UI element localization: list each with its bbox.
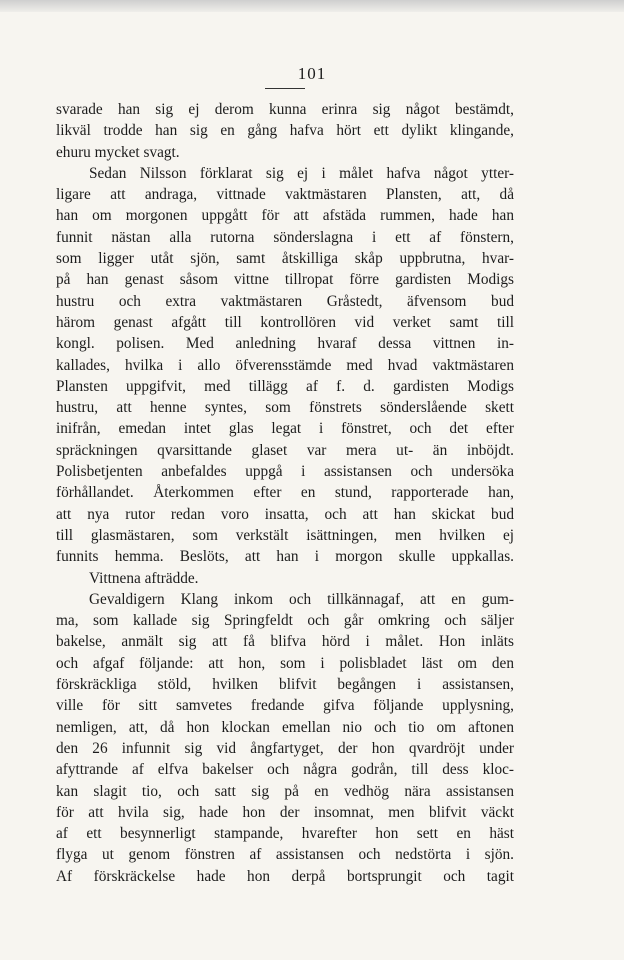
text-line: förskräckliga stöld, hvilken blifvit begången i assistansen, (56, 676, 514, 694)
text-line: Gevaldigern Klang inkom och tillkännagaf, att en gum- (89, 590, 514, 608)
text-line: spräckningen qvarsittande glaset var mera ut- än inböjdt. (56, 441, 514, 459)
text-line: han om morgonen uppgått för att afstäda rummen, hade han (56, 207, 514, 225)
text-line: förhållandet. Återkommen efter en stund, rapporterade han, (56, 484, 514, 502)
text-line: kan slagit tio, och satt sig på en vedhög nära assistansen (56, 782, 514, 800)
text-line: svarade han sig ej derom kunna erinra sig något bestämdt, (56, 101, 514, 118)
text-line: afyttrande af elfva bakelser och några godrån, till dess kloc- (56, 761, 514, 779)
text-line: Af förskräckelse hade hon derpå bortsprungit och tagit (56, 867, 514, 885)
text-line: Vittnena afträdde. (89, 569, 199, 587)
text-line: hustru, att henne syntes, som fönstrets sönderslående skett (56, 399, 514, 417)
text-line: ma, som kallade sig Springfeldt och går omkring och säljer (56, 612, 514, 630)
text-line: ehuru mycket svagt. (56, 143, 180, 161)
text-line: ligare att andraga, vittnade vaktmästaren Plansten, att, då (56, 186, 514, 204)
text-line: ville för sitt samvetes fredande gifva följande upplysning, (56, 697, 514, 715)
page-number: 101 (297, 64, 327, 83)
text-line: Polisbetjenten anbefaldes uppgå i assistansen och undersöka (56, 463, 514, 481)
text-line: flyga ut genom fönstren af assistansen och nedstörta i sjön. (56, 846, 514, 864)
text-line: som ligger utåt sjön, samt åtskilliga skåp uppbrutna, hvar- (56, 250, 514, 268)
page-number-rule (265, 88, 305, 89)
text-line: den 26 infunnit sig vid ångfartyget, der hon qvardröjt under (56, 739, 514, 757)
text-line: att nya rutor redan voro insatta, och att han skickat bud (56, 505, 514, 523)
text-line: härom genast afgått till kontrollören vid verket samt till (56, 313, 514, 331)
text-line: för att hvila sig, hade hon der insomnat, men blifvit väckt (56, 803, 514, 821)
scan-edge (0, 0, 624, 12)
text-line: på han genast såsom vittne tillropat förre gardisten Modigs (56, 271, 514, 289)
text-line: inifrån, emedan intet glas legat i fönstret, och det efter (56, 420, 514, 438)
text-line: likväl trodde han sig en gång hafva hört ett dylikt klingande, (56, 122, 514, 140)
text-line: Plansten uppgifvit, med tillägg af f. d. gardisten Modigs (56, 377, 514, 395)
text-line: kongl. polisen. Med anledning hvaraf dessa vittnen in- (56, 335, 514, 353)
text-line: funnit nästan alla rutorna sönderslagna i ett af fönstern, (56, 228, 514, 246)
text-line: Sedan Nilsson förklarat sig ej i målet hafva något ytter- (89, 164, 514, 182)
body-text (56, 99, 514, 887)
text-line: af ett besynnerligt stampande, hvarefter hon sett en häst (56, 825, 514, 843)
text-line: bakelse, anmält sig att få blifva hörd i målet. Hon inläts (56, 633, 514, 651)
text-line: kallades, hvilka i allo öfverensstämde med hvad vaktmästaren (56, 356, 514, 374)
text-line: nemligen, att, då hon klockan emellan nio och tio om aftonen (56, 718, 514, 736)
text-line: och afgaf följande: att hon, som i polisbladet läst om den (56, 654, 514, 672)
text-line: till glasmästaren, som verkstält isättningen, men hvilken ej (56, 526, 514, 544)
text-line: hustru och extra vaktmästaren Gråstedt, äfvensom bud (56, 292, 514, 310)
text-line: funnits hemma. Beslöts, att han i morgon skulle uppkallas. (56, 548, 514, 566)
